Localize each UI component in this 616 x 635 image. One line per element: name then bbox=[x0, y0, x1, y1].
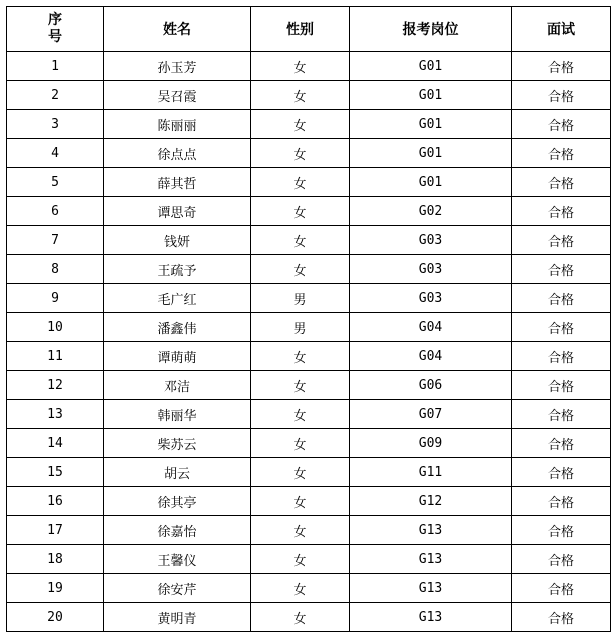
cell-seq: 8 bbox=[7, 255, 104, 284]
cell-post: G04 bbox=[350, 342, 512, 371]
cell-post: G11 bbox=[350, 458, 512, 487]
header-interview: 面试 bbox=[512, 7, 611, 52]
cell-gender: 女 bbox=[251, 603, 350, 632]
cell-seq: 11 bbox=[7, 342, 104, 371]
cell-post: G02 bbox=[350, 197, 512, 226]
cell-gender: 女 bbox=[251, 110, 350, 139]
cell-interview: 合格 bbox=[512, 226, 611, 255]
cell-post: G01 bbox=[350, 139, 512, 168]
cell-post: G01 bbox=[350, 52, 512, 81]
cell-seq: 14 bbox=[7, 429, 104, 458]
table-body bbox=[7, 52, 611, 632]
header-seq-line2: 号 bbox=[48, 29, 62, 45]
cell-gender: 女 bbox=[251, 400, 350, 429]
cell-post: G03 bbox=[350, 284, 512, 313]
header-row bbox=[7, 7, 611, 52]
table-row bbox=[7, 429, 611, 458]
table-row bbox=[7, 81, 611, 110]
cell-interview: 合格 bbox=[512, 603, 611, 632]
cell-seq: 17 bbox=[7, 516, 104, 545]
table-row bbox=[7, 255, 611, 284]
table-row bbox=[7, 226, 611, 255]
header-seq-line1: 序 bbox=[48, 12, 62, 28]
cell-seq: 5 bbox=[7, 168, 104, 197]
header-name: 姓名 bbox=[104, 7, 251, 52]
cell-name: 王疏予 bbox=[104, 255, 251, 284]
header-seq bbox=[7, 7, 104, 52]
cell-name: 薛其哲 bbox=[104, 168, 251, 197]
table-row bbox=[7, 574, 611, 603]
cell-name: 陈丽丽 bbox=[104, 110, 251, 139]
cell-gender: 女 bbox=[251, 516, 350, 545]
cell-seq: 10 bbox=[7, 313, 104, 342]
header-post: 报考岗位 bbox=[350, 7, 512, 52]
cell-post: G07 bbox=[350, 400, 512, 429]
cell-interview: 合格 bbox=[512, 429, 611, 458]
cell-seq: 12 bbox=[7, 371, 104, 400]
cell-interview: 合格 bbox=[512, 371, 611, 400]
cell-name: 韩丽华 bbox=[104, 400, 251, 429]
cell-interview: 合格 bbox=[512, 458, 611, 487]
cell-gender: 女 bbox=[251, 255, 350, 284]
cell-name: 钱妍 bbox=[104, 226, 251, 255]
cell-interview: 合格 bbox=[512, 545, 611, 574]
table-row bbox=[7, 52, 611, 81]
cell-seq: 20 bbox=[7, 603, 104, 632]
cell-interview: 合格 bbox=[512, 168, 611, 197]
cell-name: 孙玉芳 bbox=[104, 52, 251, 81]
cell-seq: 16 bbox=[7, 487, 104, 516]
cell-interview: 合格 bbox=[512, 284, 611, 313]
cell-name: 谭萌萌 bbox=[104, 342, 251, 371]
cell-post: G09 bbox=[350, 429, 512, 458]
cell-interview: 合格 bbox=[512, 81, 611, 110]
cell-post: G12 bbox=[350, 487, 512, 516]
cell-interview: 合格 bbox=[512, 574, 611, 603]
cell-post: G04 bbox=[350, 313, 512, 342]
table-row bbox=[7, 545, 611, 574]
cell-interview: 合格 bbox=[512, 400, 611, 429]
cell-name: 吴召霞 bbox=[104, 81, 251, 110]
table-row bbox=[7, 516, 611, 545]
cell-seq: 13 bbox=[7, 400, 104, 429]
table-header bbox=[7, 7, 611, 52]
cell-post: G01 bbox=[350, 168, 512, 197]
header-gender: 性别 bbox=[251, 7, 350, 52]
cell-name: 毛广红 bbox=[104, 284, 251, 313]
cell-post: G13 bbox=[350, 516, 512, 545]
cell-seq: 6 bbox=[7, 197, 104, 226]
cell-post: G06 bbox=[350, 371, 512, 400]
cell-seq: 9 bbox=[7, 284, 104, 313]
table-row bbox=[7, 487, 611, 516]
cell-gender: 女 bbox=[251, 545, 350, 574]
cell-name: 柴苏云 bbox=[104, 429, 251, 458]
cell-post: G03 bbox=[350, 255, 512, 284]
cell-name: 谭思奇 bbox=[104, 197, 251, 226]
cell-seq: 18 bbox=[7, 545, 104, 574]
cell-name: 王馨仪 bbox=[104, 545, 251, 574]
cell-interview: 合格 bbox=[512, 139, 611, 168]
cell-interview: 合格 bbox=[512, 255, 611, 284]
cell-name: 邓洁 bbox=[104, 371, 251, 400]
cell-seq: 19 bbox=[7, 574, 104, 603]
cell-interview: 合格 bbox=[512, 516, 611, 545]
cell-post: G01 bbox=[350, 81, 512, 110]
cell-gender: 女 bbox=[251, 342, 350, 371]
cell-seq: 15 bbox=[7, 458, 104, 487]
table-row bbox=[7, 139, 611, 168]
cell-interview: 合格 bbox=[512, 313, 611, 342]
cell-seq: 1 bbox=[7, 52, 104, 81]
table-row bbox=[7, 458, 611, 487]
cell-gender: 女 bbox=[251, 139, 350, 168]
cell-interview: 合格 bbox=[512, 52, 611, 81]
cell-name: 徐点点 bbox=[104, 139, 251, 168]
table-row bbox=[7, 342, 611, 371]
table-row bbox=[7, 168, 611, 197]
table-row bbox=[7, 371, 611, 400]
cell-seq: 7 bbox=[7, 226, 104, 255]
cell-gender: 女 bbox=[251, 197, 350, 226]
cell-post: G03 bbox=[350, 226, 512, 255]
cell-post: G13 bbox=[350, 545, 512, 574]
table-row bbox=[7, 603, 611, 632]
cell-name: 黄明青 bbox=[104, 603, 251, 632]
table-row bbox=[7, 284, 611, 313]
cell-interview: 合格 bbox=[512, 110, 611, 139]
cell-gender: 女 bbox=[251, 429, 350, 458]
cell-gender: 女 bbox=[251, 81, 350, 110]
cell-name: 潘鑫伟 bbox=[104, 313, 251, 342]
cell-interview: 合格 bbox=[512, 342, 611, 371]
cell-name: 徐其亭 bbox=[104, 487, 251, 516]
cell-post: G13 bbox=[350, 574, 512, 603]
table-row bbox=[7, 400, 611, 429]
cell-gender: 男 bbox=[251, 313, 350, 342]
cell-seq: 3 bbox=[7, 110, 104, 139]
table-row bbox=[7, 197, 611, 226]
cell-gender: 女 bbox=[251, 458, 350, 487]
cell-name: 徐嘉怡 bbox=[104, 516, 251, 545]
table-row bbox=[7, 313, 611, 342]
cell-gender: 女 bbox=[251, 371, 350, 400]
cell-gender: 女 bbox=[251, 52, 350, 81]
cell-post: G13 bbox=[350, 603, 512, 632]
cell-gender: 女 bbox=[251, 168, 350, 197]
cell-gender: 女 bbox=[251, 574, 350, 603]
cell-gender: 女 bbox=[251, 226, 350, 255]
candidate-results-table bbox=[6, 6, 611, 632]
cell-seq: 4 bbox=[7, 139, 104, 168]
cell-interview: 合格 bbox=[512, 487, 611, 516]
table-row bbox=[7, 110, 611, 139]
cell-name: 胡云 bbox=[104, 458, 251, 487]
cell-interview: 合格 bbox=[512, 197, 611, 226]
cell-gender: 女 bbox=[251, 487, 350, 516]
cell-post: G01 bbox=[350, 110, 512, 139]
cell-gender: 男 bbox=[251, 284, 350, 313]
cell-name: 徐安芹 bbox=[104, 574, 251, 603]
cell-seq: 2 bbox=[7, 81, 104, 110]
